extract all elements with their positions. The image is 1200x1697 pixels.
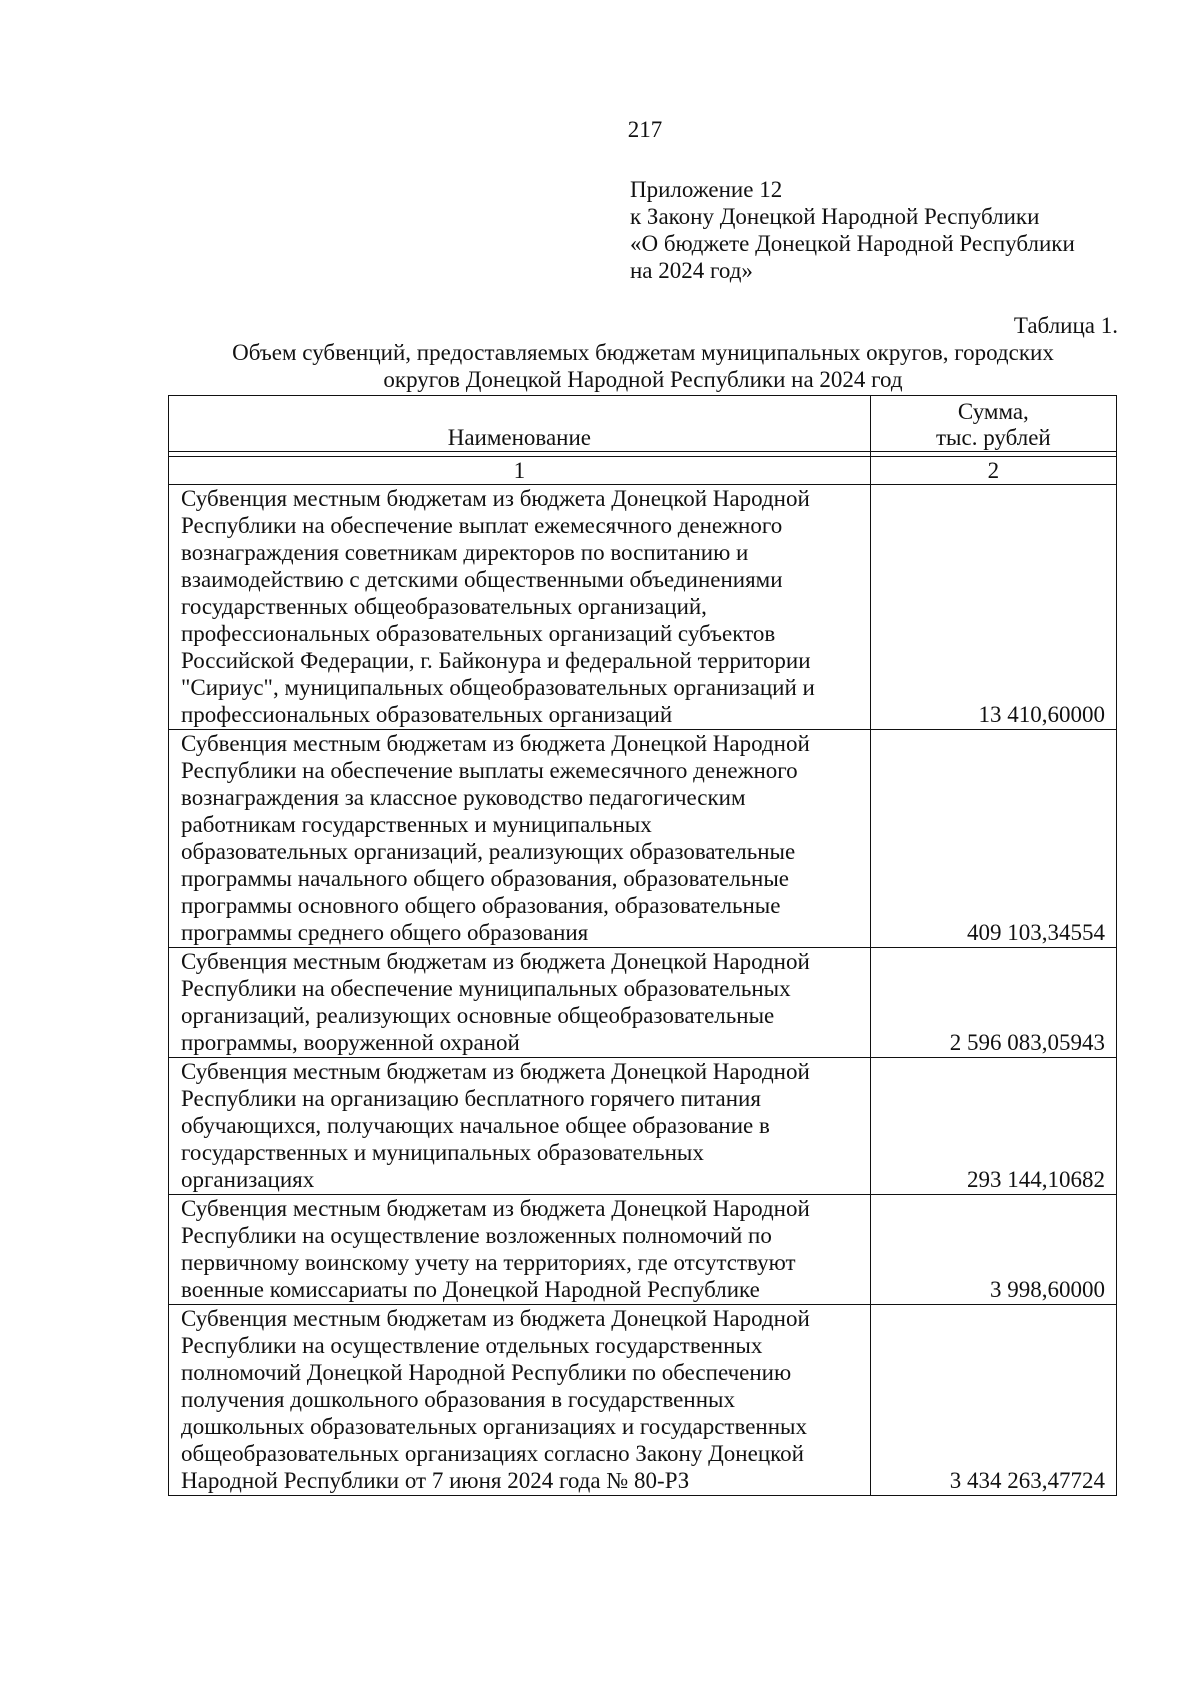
table-row xyxy=(169,1305,1117,1496)
subvention-name-line: программы основного общего образования, образовательные xyxy=(181,893,781,918)
page-number: 217 xyxy=(627,117,663,142)
subvention-name-line: Республики на обеспечение выплаты ежемесячного денежного xyxy=(181,758,798,783)
subvention-name-line: Субвенция местным бюджетам из бюджета Донецкой Народной xyxy=(181,949,810,974)
subvention-name-line: получения дошкольного образования в государственных xyxy=(181,1387,735,1412)
subvention-name-line: военные комиссариаты по Донецкой Народной Республике xyxy=(181,1277,760,1302)
subvention-name-line: государственных и муниципальных образовательных xyxy=(181,1140,704,1165)
subvention-name xyxy=(169,485,871,730)
subvention-sum: 293 144,10682 xyxy=(870,1058,1116,1195)
subvention-name-line: профессиональных образовательных организаций субъектов xyxy=(181,621,776,646)
subvention-sum: 3 998,60000 xyxy=(870,1195,1116,1305)
column-number: 1 xyxy=(169,457,871,485)
subvention-name-line: программы среднего общего образования xyxy=(181,920,589,945)
subvention-name-line: профессиональных образовательных организаций xyxy=(181,702,673,727)
subvention-sum: 13 410,60000 xyxy=(870,485,1116,730)
subventions-table xyxy=(168,395,1117,1496)
subvention-name-line: Народной Республики от 7 июня 2024 года № 80-РЗ xyxy=(181,1468,690,1493)
subvention-name-line: Субвенция местным бюджетам из бюджета Донецкой Народной xyxy=(181,1196,810,1221)
table-row xyxy=(169,1058,1117,1195)
subvention-name-line: вознаграждения советникам директоров по воспитанию и xyxy=(181,540,749,565)
subvention-name-line: Республики на обеспечение выплат ежемесячного денежного xyxy=(181,513,783,538)
annex-line: на 2024 год» xyxy=(630,258,753,283)
subvention-name-line: Республики на организацию бесплатного горячего питания xyxy=(181,1086,761,1111)
subvention-name-line: Субвенция местным бюджетам из бюджета Донецкой Народной xyxy=(181,1059,810,1084)
subvention-name-line: взаимодействию с детскими общественными объединениями xyxy=(181,567,783,592)
header-sum-line: тыс. рублей xyxy=(936,425,1051,450)
subvention-name-line: Субвенция местным бюджетам из бюджета Донецкой Народной xyxy=(181,731,810,756)
header-row xyxy=(169,396,1117,452)
subvention-name-line: Российской Федерации, г. Байконура и федеральной территории xyxy=(181,648,811,673)
table-row xyxy=(169,730,1117,948)
subvention-name-line: Субвенция местным бюджетам из бюджета Донецкой Народной xyxy=(181,486,810,511)
subvention-sum: 3 434 263,47724 xyxy=(870,1305,1116,1496)
table-title-line: округов Донецкой Народной Республики на 2024 год xyxy=(383,367,903,392)
annex-line: к Закону Донецкой Народной Республики xyxy=(630,204,1040,229)
subvention-name-line: государственных общеобразовательных организаций, xyxy=(181,594,707,619)
column-number: 2 xyxy=(870,457,1116,485)
table-number: Таблица 1. xyxy=(1013,313,1118,338)
subvention-sum: 2 596 083,05943 xyxy=(870,948,1116,1058)
subvention-name-line: вознаграждения за классное руководство педагогическим xyxy=(181,785,746,810)
header-sum-line: Сумма, xyxy=(957,399,1029,424)
annex-block xyxy=(630,176,1075,284)
subvention-name-line: дошкольных образовательных организациях и государственных xyxy=(181,1414,807,1439)
subvention-name-line: работникам государственных и муниципальных xyxy=(181,812,652,837)
subvention-name-line: Республики на осуществление возложенных полномочий по xyxy=(181,1223,772,1248)
subvention-name-line: программы, вооруженной охраной xyxy=(181,1030,520,1055)
subvention-name-line: общеобразовательных организациях согласно Закону Донецкой xyxy=(181,1441,804,1466)
subvention-name-line: первичному воинскому учету на территориях, где отсутствуют xyxy=(181,1250,796,1275)
table-row xyxy=(169,485,1117,730)
subvention-name-line: образовательных организаций, реализующих образовательные xyxy=(181,839,796,864)
subvention-name xyxy=(169,1195,871,1305)
subvention-name-line: полномочий Донецкой Народной Республики по обеспечению xyxy=(181,1360,792,1385)
annex-line: Приложение 12 xyxy=(630,177,783,202)
table-row xyxy=(169,1195,1117,1305)
column-number-row xyxy=(169,457,1117,485)
subvention-name xyxy=(169,948,871,1058)
subvention-name-line: "Сириус", муниципальных общеобразовательных организаций и xyxy=(181,675,815,700)
subvention-name-line: организациях xyxy=(181,1167,315,1192)
subvention-name xyxy=(169,1305,871,1496)
table-title xyxy=(168,339,1118,393)
annex-line: «О бюджете Донецкой Народной Республики xyxy=(630,231,1075,256)
table-title-line: Объем субвенций, предоставляемых бюджетам муниципальных округов, городских xyxy=(232,340,1054,365)
subvention-name-line: обучающихся, получающих начальное общее образование в xyxy=(181,1113,770,1138)
subvention-name xyxy=(169,730,871,948)
subvention-name-line: Республики на обеспечение муниципальных образовательных xyxy=(181,976,791,1001)
subvention-name-line: программы начального общего образования, образовательные xyxy=(181,866,790,891)
header-sum xyxy=(870,396,1116,452)
subvention-sum: 409 103,34554 xyxy=(870,730,1116,948)
subvention-name xyxy=(169,1058,871,1195)
subvention-name-line: Субвенция местным бюджетам из бюджета Донецкой Народной xyxy=(181,1306,810,1331)
subvention-name-line: организаций, реализующих основные общеобразовательные xyxy=(181,1003,775,1028)
subvention-name-line: Республики на осуществление отдельных государственных xyxy=(181,1333,763,1358)
header-name: Наименование xyxy=(169,396,871,452)
table-row xyxy=(169,948,1117,1058)
